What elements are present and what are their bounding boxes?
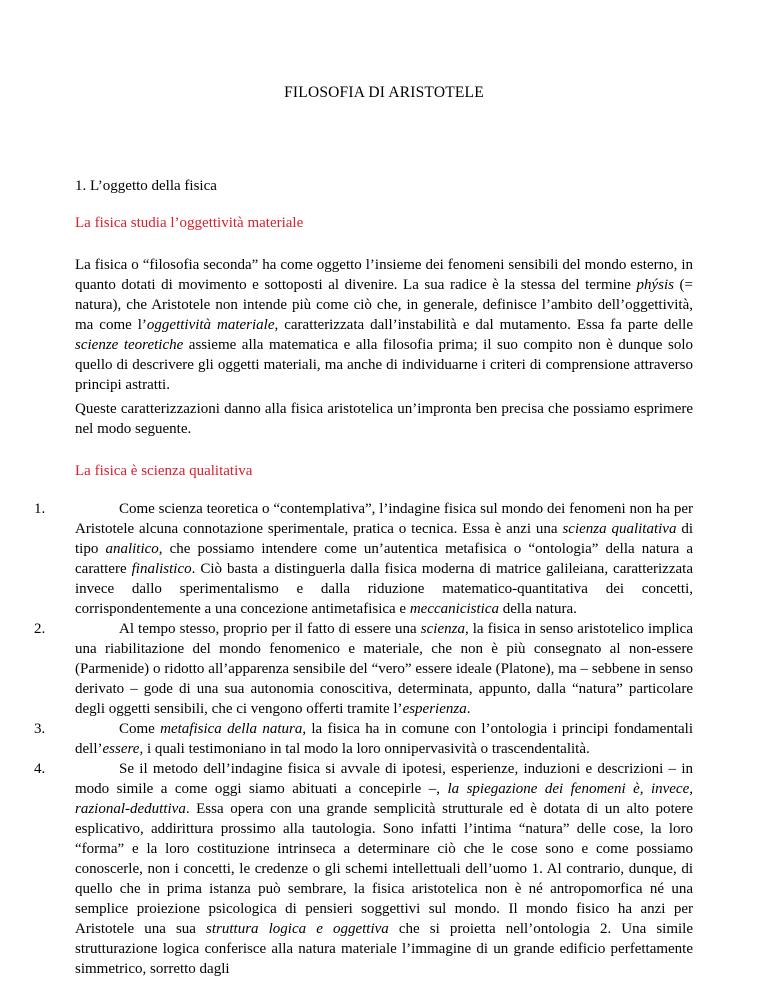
paragraph-intro: La fisica o “filosofia seconda” ha come oggetto l’insieme dei fenomeni sensibili del mondo esterno, in quanto dotati di movimento e sottoposti al divenire. La sua radice è la stessa del termine phýsis (= natura), che Aristotele non intende più come ciò che, in generale, definisce l’ambito dell’oggettività, ma come l’oggettività materiale, caratterizzata dall’instabilità e dal mutamento. Essa fa parte delle scienze teoretiche assieme alla matematica e alla filosofia prima; il suo compito non è dunque solo quello di descrivere gli oggetti materiali, ma anche di individuarne i criteri di comprensione attraverso principi astratti. [75, 257, 693, 393]
list-item-text: Al tempo stesso, proprio per il fatto di essere una scienza, la fisica in senso aristotelico implica una riabilitazione del mondo fenomenico e materiale, che non è più consegnato al non-essere (Parmenide) o ridotto all’apparenza sensibile del “vero” essere ideale (Platone), ma – sebbene in senso derivato – gode di una sua autonomia conoscitiva, determinata, appunto, dalla “natura” particolare degli oggetti sensibili, che ci vengono offerti tramite l’esperienza. [75, 621, 693, 717]
list-item-number: 3. [34, 721, 46, 737]
subheading-scienza-qualitativa: La fisica è scienza qualitativa [75, 463, 253, 479]
list-item [34, 759, 696, 979]
list-item [34, 499, 696, 619]
list-item-text: Se il metodo dell’indagine fisica si avvale di ipotesi, esperienze, induzioni e descrizioni – in modo simile a come oggi siamo abituati a concepirle –, la spiegazione dei fenomeni è, invece, razional-deduttiva. Essa opera con una grande semplicità strutturale ed è dotata di un alto potere esplicativo, addirittura prossimo alla tautologia. Sono infatti l’intima “natura” delle cose, la loro “forma” e la loro costituzione intrinseca a determinare ciò che le cose sono e come possiamo conoscerle, non i concetti, le credenze o gli schemi intellettuali dell’uomo 1. Al contrario, dunque, di quello che in prima istanza può sembrare, la fisica aristotelica non è né antropomorfica né una semplice proiezione psicologica di pensieri soggettivi sul mondo. Il mondo fisico ha anzi per Aristotele una sua struttura logica e oggettiva che si proietta nell’ontologia 2. Una simile strutturazione logica conferisce alla natura materiale l’immagine di un grande edificio perfettamente simmetrico, sorretto dagli [75, 761, 693, 977]
list-item-text: Come scienza teoretica o “contemplativa”, l’indagine fisica sul mondo dei fenomeni non ha per Aristotele alcuna connotazione sperimentale, pratica o tecnica. Essa è anzi una scienza qualitativa di tipo analitico, che possiamo intendere come un’autentica metafisica o “ontologia” della natura a carattere finalistico. Ciò basta a distinguerla dalla fisica moderna di matrice galileiana, caratterizzata invece dallo sperimentalismo e dalla riduzione matematico-quantitativa dei concetti, corrispondentemente a una concezione antimetafisica e meccanicistica della natura. [75, 501, 694, 617]
list-item-number: 2. [34, 621, 46, 637]
section-heading: 1. L’oggetto della fisica [75, 178, 217, 194]
subheading-oggettivita: La fisica studia l’oggettività materiale [75, 215, 304, 231]
list-item-number: 4. [34, 761, 46, 777]
document-title: FILOSOFIA DI ARISTOTELE [284, 84, 484, 101]
list-item [34, 719, 696, 759]
list-item-text: Come metafisica della natura, la fisica ha in comune con l’ontologia i principi fondamentali dell’essere, i quali testimoniano in tal modo la loro onnipervasività o trascendentalità. [75, 721, 694, 757]
list-item-number: 1. [34, 501, 46, 517]
paragraph-caratterizzazioni: Queste caratterizzazioni danno alla fisica aristotelica un’impronta ben precisa che possiamo esprimere nel modo seguente. [75, 401, 693, 437]
numbered-list [34, 499, 696, 979]
list-item [34, 619, 696, 719]
